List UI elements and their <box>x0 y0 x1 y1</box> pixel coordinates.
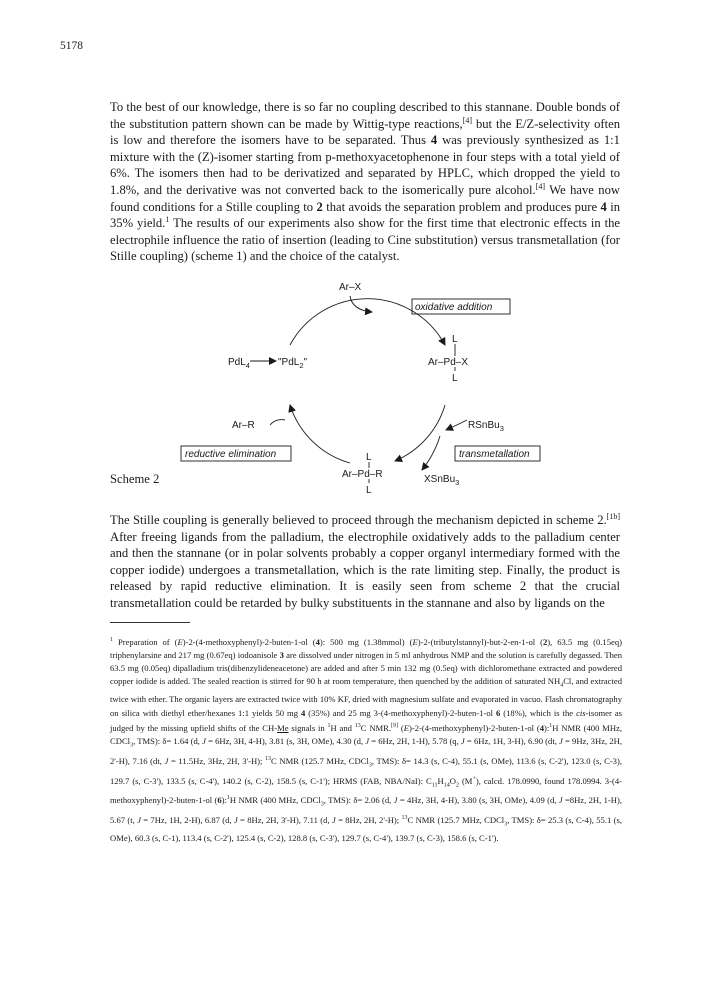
subscript: 4 <box>560 683 564 690</box>
footnote-rule <box>110 622 190 623</box>
subscript: 14 <box>443 782 450 789</box>
text-run: H NMR (400 MHz, CDCl <box>229 795 321 806</box>
transmetallation-label: transmetallation <box>459 449 530 460</box>
text-run: H NMR (400 MHz, CDCl <box>110 722 622 746</box>
complex-ar-pd-r: Ar–Pd–R <box>342 469 383 480</box>
italic-term: cis <box>576 707 586 718</box>
subscript: 11 <box>431 782 438 789</box>
pdl2-label <box>278 357 308 370</box>
pdl2-quote: " <box>303 357 308 368</box>
text-run: -isomer as judged by the missing upfield shifts of the CH- <box>110 707 622 733</box>
coupling-constant: J <box>558 795 563 806</box>
pdl4-text: PdL <box>228 357 246 368</box>
compound-number: 3 <box>279 650 284 661</box>
compound-number: 4 <box>539 722 544 733</box>
text-run: = 8Hz, 2H, 3'-H), 7.11 (d, <box>237 814 332 825</box>
text-run: C NMR (125.7 MHz, CDCl <box>271 755 369 766</box>
superscript: + <box>472 775 476 782</box>
reference-mark: [9] <box>391 722 399 729</box>
text-run: = 6Hz, 3H, 4-H), 3.81 (s, 3H, OMe), 4.30 (d, <box>205 735 366 746</box>
stereo-descriptor: E <box>403 722 409 733</box>
byproduct-xsnbu3 <box>424 474 459 487</box>
coupling-constant: J <box>393 795 398 806</box>
pdl2-text: "PdL <box>278 357 300 368</box>
text-run: but the E/Z-selectivity often is low and therefore the isomers have to be separated. Thus <box>110 116 620 148</box>
text-run: ): 500 mg (1.38mmol) ( <box>319 636 413 647</box>
coupling-constant: J <box>137 814 141 825</box>
superscript: 1 <box>549 722 553 729</box>
superscript: 1 <box>327 722 331 729</box>
xsnbu3-text: XSnBu <box>424 474 456 485</box>
coupling-constant: J <box>331 814 336 825</box>
xsnbu3-subscript: 3 <box>455 478 460 487</box>
subscript: 2 <box>455 782 459 789</box>
footnote <box>110 634 622 845</box>
superscript: 13 <box>354 722 361 729</box>
compound-number: 6 <box>217 795 222 806</box>
compound-number: 2 <box>542 636 548 647</box>
text-run: After freeing ligands from the palladium, the electrophile oxidatively adds to the palladium center and then the stannane (or in polar solvents probably a copper organyl intermediary formed with the copper iodide) undergoes a transmetallation, which is the rate limiting step. Finally, the product is released by rapid reductive elimination. It is easily seen from scheme 2 that the crucial transmetallation could be retarded by bulky substituents in the stannane and also by ligands on the <box>110 529 620 610</box>
text-run: , TMS): δ= 2.06 (d, <box>323 795 394 806</box>
rsnbu3-text: RSnBu <box>468 420 500 431</box>
ligand-bottom-upper: L <box>366 452 372 463</box>
text-run: H and <box>330 722 355 733</box>
text-run: = 11.5Hz, 3Hz, 2H, 3'-H); <box>168 755 266 766</box>
text-run: ), calcd. 178.0990, found 178.0994. 3-(4-methoxyphenyl)-2-buten-1-ol ( <box>110 775 622 806</box>
text-run: = 8Hz, 2H, 2'-H); <box>335 814 402 825</box>
ligand-top-upper: L <box>452 334 458 345</box>
text-run: C NMR (125.7 MHz, CDCl <box>407 814 505 825</box>
text-run: = 6Hz, 1H, 3-H), 6.90 (dt, <box>464 735 560 746</box>
stereo-descriptor: E <box>412 636 418 647</box>
text-run: in 35% yield. <box>110 199 620 231</box>
cycle-arc-left <box>290 405 350 463</box>
subscript: 3 <box>368 762 372 769</box>
text-run: We have now found conditions for a Stille coupling to <box>110 182 620 214</box>
text-run: O <box>449 775 456 786</box>
text-run: ), 63.5 mg (0.15eq) triphenylarsine and 217 mg (0.67eq) iodoanisole <box>110 636 622 661</box>
subscript: 3 <box>320 801 324 808</box>
ligand-top-lower: L <box>452 373 458 384</box>
reference-mark: [4] <box>535 181 545 191</box>
product-ar-r: Ar–R <box>232 420 255 431</box>
text-run: = 6Hz, 2H, 1-H), 5.78 (q, <box>369 735 461 746</box>
arr-exit-arrow <box>270 420 285 425</box>
text-run: = 9Hz, 3Hz, 2H, 2'-H), 7.16 (dt, <box>110 735 622 766</box>
text-run: Preparation of ( <box>113 636 178 647</box>
text-run: H <box>437 775 444 786</box>
reagent-rsnbu3 <box>468 420 504 433</box>
coupling-constant: J <box>365 735 370 746</box>
coupling-constant: J <box>233 814 238 825</box>
stereo-descriptor: E <box>177 636 183 647</box>
text-run: (M <box>458 775 473 786</box>
text-run: C NMR. <box>360 722 392 733</box>
compound-number: 4 <box>430 133 438 148</box>
text-run: was previously synthesized as 1:1 mixture with the (Z)-isomer starting from p-methoxyacetophenone in four steps with a total yield of 6%. The isomers then had to be derivatized and separated by HPLC, which dropped the yield to 1.8%, and the derivative was not converted back to the isomerically pure alcohol. <box>110 133 620 197</box>
underlined-term: Me <box>277 722 289 733</box>
text-run: ): <box>221 795 227 806</box>
complex-ar-pd-x: Ar–Pd–X <box>428 357 469 368</box>
text-run: ( <box>398 722 404 733</box>
text-run: Cl, and extracted twice with ether. The organic layers are extracted twice with 10% KF, dried with magnesium sulfate and evaporated in vacuo. Flash chromatography on silica with diethyl ether/hexanes 1:1 yields 50 mg <box>110 676 622 718</box>
subscript: 3 <box>504 821 508 828</box>
text-run: are dissolved under nitrogen in 5 ml anhydrous NMP and the solution is carefully degassed. Then 63.5 mg (0.05eq) dipalladium tris(dibenzylideneacetone) are added and after 5 min 132 mg (0.5eq) with dichloromethane extracted and powdered copper iodide is added. The sealed reaction is stirred for 90 h at room temperature, then quenched by the addition of saturated NH <box>110 650 622 687</box>
subscript: 3 <box>130 742 134 749</box>
cycle-arc-right <box>395 405 445 461</box>
footnote-number: 1 <box>110 637 113 643</box>
text-run: = 4Hz, 3H, 4-H), 3.80 (s, 3H, OMe), 4.09 (d, <box>397 795 559 806</box>
pdl2-subscript: 2 <box>299 361 304 370</box>
pdl4-label <box>228 357 250 370</box>
compound-number: 4 <box>315 636 320 647</box>
text-run: , TMS): δ= 25.3 (s, C-4), 55.1 (s, OMe), 60.3 (s, C-1), 113.4 (s, C-2'), 125.4 (s, C-2), 128.8 (s, C-3'), 129.7 (s, C-4'), 139.7 (s, C-3), 158.6 (s, C-1'). <box>110 814 622 843</box>
reference-mark: [4] <box>462 115 473 125</box>
scheme-caption: Scheme 2 <box>110 472 160 486</box>
coupling-constant: J <box>202 735 206 746</box>
superscript: 13 <box>401 815 408 822</box>
ligand-bottom-lower: L <box>366 485 372 496</box>
footnote-mark: 1 <box>165 214 170 224</box>
oxidative-addition-label: oxidative addition <box>415 302 493 313</box>
text-run: )-2-(4-methoxyphenyl)-2-buten-1-ol ( <box>182 636 316 647</box>
compound-number: 2 <box>316 199 323 214</box>
superscript: 1 <box>226 795 230 802</box>
text-run: that avoids the separation problem and produces pure <box>322 199 601 214</box>
text-run: The results of our experiments also show for the first time that electronic effects in the electrophile influence the ratio of insertion (leading to Cine substitution) versus transmetallation (for Stille coupling) (scheme 1) and the choice of the catalyst. <box>110 216 620 264</box>
text-run: , TMS): δ= 1.64 (d, <box>133 735 203 746</box>
reagent-ar-x: Ar–X <box>339 282 362 293</box>
text-run: To the best of our knowledge, there is so far no coupling described to this stannane. Double bonds of the substitution pattern shown can be made by Wittig-type reactions, <box>110 100 620 131</box>
xsnbu3-exit-arrow <box>422 436 440 470</box>
rsnbu3-subscript: 3 <box>499 424 504 433</box>
mechanism-paragraph <box>110 512 620 612</box>
reference-mark: [1b] <box>606 511 620 521</box>
superscript: 13 <box>265 755 272 762</box>
coupling-constant: J <box>559 735 563 746</box>
compound-number: 4 <box>600 199 607 214</box>
page-number: 5178 <box>60 40 83 52</box>
coupling-constant: J <box>460 735 465 746</box>
text-run: )-2-(tributylstannyl)-but-2-en-1-ol ( <box>417 636 543 647</box>
text-run: =8Hz, 2H, 1-H), 5.67 (t, <box>110 795 622 825</box>
text-run: (18%), which is the <box>500 707 577 718</box>
rsnbu3-entry-arrow <box>446 420 467 430</box>
text-run: )-2-(4-methoxyphenyl)-2-buten-1-ol ( <box>408 722 540 733</box>
text-run: (35%) and 25 mg 3-(4-methoxyphenyl)-2-buten-1-ol <box>305 707 496 718</box>
text-run: signals in <box>288 722 328 733</box>
compound-number: 6 <box>496 707 501 718</box>
coupling-constant: J <box>164 755 169 766</box>
text-run: = 7Hz, 1H, 2-H), 6.87 (d, <box>140 814 234 825</box>
text-run: ): <box>543 722 550 733</box>
pdl4-subscript: 4 <box>245 361 250 370</box>
text-run: The Stille coupling is generally believed to proceed through the mechanism depicted in scheme 2. <box>110 513 607 527</box>
compound-number: 4 <box>301 707 306 718</box>
reductive-elimination-label: reductive elimination <box>185 449 277 460</box>
text-run: , TMS): δ= 14.3 (s, C-4), 55.1 (s, OMe), 113.6 (s, C-2'), 123.0 (s, C-3), 129.7 (s, C-3'), 133.5 (s, C-4'), 140.2 (s, C-2), 158.5 (s, C-1'); HRMS (FAB, NBA/NaI): C <box>110 755 622 786</box>
